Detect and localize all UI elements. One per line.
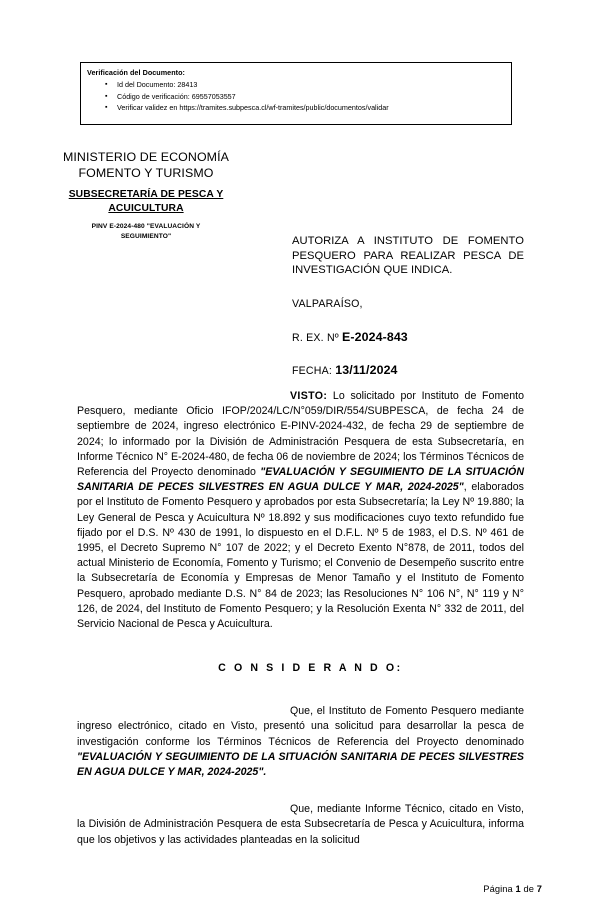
footer-page-total: 7: [536, 884, 542, 894]
subsecretaria-name-line2: ACUICULTURA: [108, 202, 184, 214]
organization-header: [30, 150, 262, 241]
project-code-line2: SEGUIMIENTO": [120, 232, 172, 240]
verification-item-text: Verificar validez en https://tramites.subpesca.cl/wf-tramites/public/documentos/validar: [117, 103, 389, 112]
bullet-icon: ▪: [105, 104, 108, 111]
verification-item-code: [105, 91, 511, 103]
considerando-heading: C O N S I D E R A N D O:: [218, 662, 403, 675]
ministry-name-line2: FOMENTO Y TURISMO: [78, 165, 214, 180]
resolution-label: R. EX. Nº: [292, 331, 339, 344]
issue-place: VALPARAÍSO,: [292, 297, 363, 310]
verification-item-url: [105, 102, 511, 114]
bullet-icon: ▪: [105, 81, 108, 88]
verification-item-text: Código de verificación: 69557053557: [117, 91, 236, 101]
visto-project-title: "EVALUACIÓN Y SEGUIMIENTO DE LA SITUACIÓN SANITARIA DE PECES SILVESTRES EN AGUA DULCE Y MAR, 2024-2025": [77, 466, 524, 494]
resolution-number: E-2024-843: [342, 329, 408, 344]
document-body: [77, 389, 524, 848]
paragraph-considerando-1: [77, 704, 524, 780]
considerando-1-project-title: "EVALUACIÓN Y SEGUIMIENTO DE LA SITUACIÓN SANITARIA DE PECES SILVESTRES EN AGUA DULCE Y MAR, 2024-2025".: [77, 750, 524, 779]
visto-text-part1: Lo solicitado por Instituto de Fomento Pesquero, mediante Oficio IFOP/2024/LC/N°059/DIR/554/SUBPESCA, de fecha 24 de septiembre de 2024, ingreso electrónico E-PINV-2024-432, de fecha 29 de septiembre de 2024; lo informado por la División de Administración Pesquera de esta Subsecretaría, en Informe Técnico N° E-2024-480, de fecha 06 de noviembre de 2024; los Términos Técnicos de Referencia del Proyecto denominado: [77, 390, 524, 479]
paragraph-considerando-2: [77, 802, 524, 848]
project-code-line1: PINV E-2024-480 "EVALUACIÓN Y: [91, 223, 201, 230]
date-value: 13/11/2024: [335, 362, 398, 377]
footer-page-current: 1: [515, 884, 521, 894]
document-verification-box: [80, 62, 512, 125]
verification-item-document-id: [105, 79, 511, 91]
subsecretaria-name-line1: SUBSECRETARÍA DE PESCA Y: [68, 189, 224, 200]
ministry-name-line1: MINISTERIO DE ECONOMÍA: [62, 150, 230, 164]
visto-label: VISTO:: [290, 390, 328, 402]
verification-item-list: [87, 79, 511, 114]
date-line: [292, 363, 524, 377]
resolution-line: [292, 330, 524, 344]
paragraph-visto: [77, 389, 524, 632]
date-label: FECHA:: [292, 364, 333, 377]
document-subject: AUTORIZA A INSTITUTO DE FOMENTO PESQUERO PARA REALIZAR PESCA DE INVESTIGACIÓN QUE INDICA.: [292, 235, 524, 277]
visto-text-part2: , elaborados por el Instituto de Fomento Pesquero y aprobados por esta Subsecretaría; la Ley Nº 19.880; la Ley General de Pesca y Acuicultura Nº 18.892 y sus modificaciones cuyo texto refundido fue fijado por el D.S. Nº 430 de 1991, lo dispuesto en el D.F.L. Nº 5 de 1983, el D.S. Nº 461 de 1995, el Decreto Supremo N° 107 de 2022; y el Decreto Exento N°878, de 2011, todos del actual Ministerio de Economía, Fomento y Turismo; el Convenio de Desempeño suscrito entre la Subsecretaría de Economía y Empresas de Menor Tamaño y el Instituto de Fomento Pesquero, aprobado mediante D.S. N° 84 de 2023; las Resoluciones N° 106 N°, N° 119 y N° 126, de 2024, del Instituto de Fomento Pesquero; y la Resolución Exenta N° 332 de 2011, del Servicio Nacional de Pesca y Acuicultura.: [77, 481, 525, 631]
bullet-icon: ▪: [105, 92, 108, 100]
footer-page-middle: de: [520, 884, 537, 894]
verification-item-text: Id del Documento: 28413: [117, 80, 198, 89]
verification-title: Verificación del Documento:: [87, 68, 186, 77]
resolution-title-block: [292, 234, 524, 377]
considerando-1-text: Que, el Instituto de Fomento Pesquero mediante ingreso electrónico, citado en Visto, presentó una solicitud para desarrollar la pesca de investigación conforme los Términos Técnicos de Referencia del Proyecto denominado: [77, 705, 524, 748]
page-footer: [483, 884, 542, 894]
footer-page-prefix: Página: [483, 884, 516, 894]
considerando-2-text: Que, mediante Informe Técnico, citado en Visto, la División de Administración Pesquera de esta Subsecretaría de Pesca y Acuicultura, informa que los objetivos y las actividades planteadas en la solicitud: [77, 803, 524, 846]
